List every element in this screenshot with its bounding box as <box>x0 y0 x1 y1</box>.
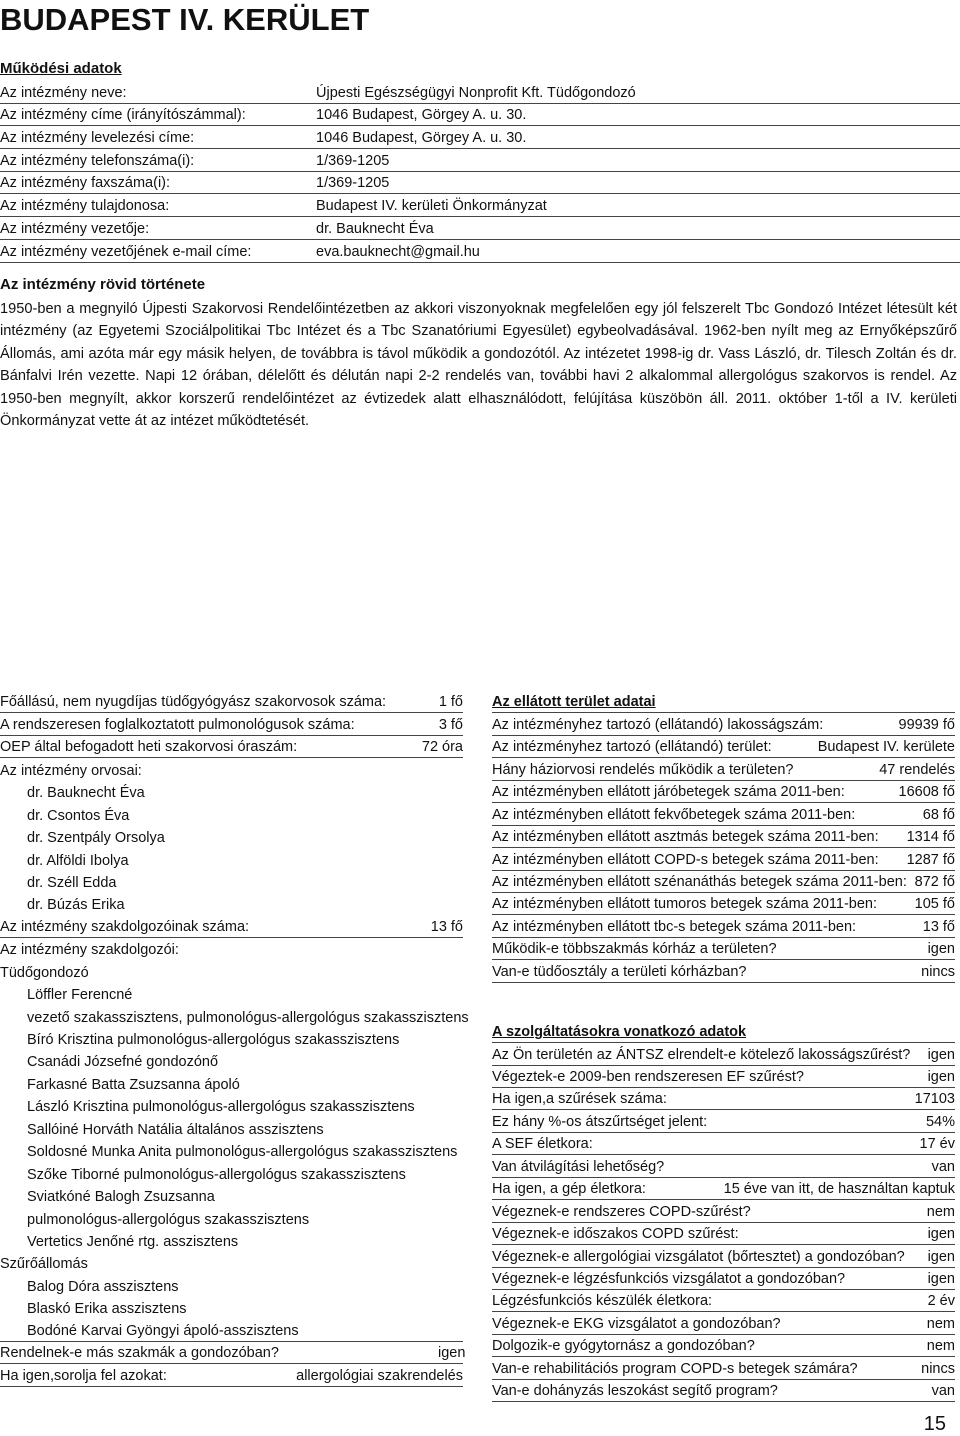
area-row <box>492 803 955 825</box>
op-label: Az intézmény címe (irányítószámmal): <box>0 107 246 124</box>
area-value: 47 rendelés <box>879 761 955 778</box>
other-specialties-row <box>0 1342 466 1364</box>
staff-summary-row <box>0 713 463 735</box>
service-label: Végeznek-e EKG vizsgálatot a gondozóban? <box>492 1315 781 1332</box>
unit-row <box>0 960 463 982</box>
history-heading: Az intézmény rövid története <box>0 276 206 293</box>
doctor-item <box>0 848 463 870</box>
staff-section <box>0 691 469 1387</box>
staff-member <box>0 1005 469 1027</box>
service-value: nem <box>926 1338 955 1355</box>
service-row <box>492 1357 955 1379</box>
area-row <box>492 713 955 735</box>
area-label: Működik-e többszakmás kórház a területen? <box>492 941 777 958</box>
area-label: Az intézményben ellátott tbc-s betegek száma 2011-ben: <box>492 918 857 935</box>
staff-summary-row <box>0 736 463 758</box>
op-label: Az intézmény vezetőjének e-mail címe: <box>0 243 252 260</box>
area-value: igen <box>927 941 955 958</box>
area-row <box>492 826 955 848</box>
area-row <box>492 848 955 870</box>
unit-row <box>0 1252 463 1274</box>
staff-member-name: Soldosné Munka Anita pulmonológus-allergológus szakasszisztens <box>27 1144 458 1161</box>
service-row <box>492 1200 955 1222</box>
service-value: 54% <box>925 1113 955 1130</box>
staff-member-name: pulmonológus-allergológus szakasszisztens <box>27 1211 310 1228</box>
doctor-name: dr. Alföldi Ibolya <box>27 852 129 869</box>
service-label: Végeztek-e 2009-ben rendszeresen EF szűrést? <box>492 1069 804 1085</box>
service-value: igen <box>927 1069 955 1085</box>
service-row <box>492 1133 955 1155</box>
staff-member <box>0 1297 463 1319</box>
operational-heading: Működési adatok <box>0 60 122 77</box>
specialties-list-label: Ha igen,sorolja fel azokat: <box>0 1367 167 1384</box>
doctor-item <box>0 826 463 848</box>
service-label: Ez hány %-os átszűrtséget jelent: <box>492 1113 708 1130</box>
op-value: 1/369-1205 <box>316 175 390 192</box>
service-label: Végeznek-e rendszeres COPD-szűrést? <box>492 1203 751 1220</box>
op-row-director <box>0 217 960 240</box>
service-row <box>492 1110 955 1132</box>
staff-member-name: vezető szakasszisztens, pulmonológus-allergológus szakasszisztens <box>27 1009 469 1026</box>
service-row <box>492 1335 955 1357</box>
operational-table <box>0 81 960 263</box>
section-gap <box>492 983 955 1021</box>
service-label: Van-e rehabilitációs program COPD-s betegek számára? <box>492 1360 858 1377</box>
doctor-item <box>0 893 463 915</box>
doctor-name: dr. Búzás Erika <box>27 897 125 914</box>
service-row <box>492 1312 955 1334</box>
service-label: Ha igen,a szűrések száma: <box>492 1091 667 1108</box>
workers-count-label: Az intézmény szakdolgozóinak száma: <box>0 918 250 935</box>
staff-member <box>0 1095 463 1117</box>
area-row <box>492 758 955 780</box>
specialties-list-value: allergológiai szakrendelés <box>296 1367 463 1384</box>
staff-member <box>0 1185 463 1207</box>
area-value: 68 fő <box>922 806 955 823</box>
staff-member-name: Csanádi Józsefné gondozónő <box>27 1054 219 1071</box>
unit-name: Tüdőgondozó <box>0 964 89 981</box>
area-value: 1314 fő <box>906 829 955 846</box>
staff-member-name: Bodóné Karvai Gyöngyi ápoló-asszisztens <box>27 1322 299 1339</box>
op-value: 1/369-1205 <box>316 152 390 169</box>
area-value: 16608 fő <box>898 784 955 801</box>
service-value: igen <box>927 1226 955 1243</box>
service-row <box>492 1223 955 1245</box>
area-heading: Az ellátott terület adatai <box>492 694 656 711</box>
doctor-item <box>0 781 463 803</box>
op-row-name <box>0 81 960 104</box>
service-row <box>492 1268 955 1290</box>
other-specialties-label: Rendelnek-e más szakmák a gondozóban? <box>0 1345 279 1362</box>
workers-count-value: 13 fő <box>430 918 463 935</box>
page-number: 15 <box>923 1413 946 1435</box>
service-label: Végeznek-e időszakos COPD szűrést: <box>492 1226 739 1243</box>
area-row <box>492 893 955 915</box>
staff-member <box>0 1117 463 1139</box>
area-value: 1287 fő <box>906 851 955 868</box>
staff-member-name: Balog Dóra asszisztens <box>27 1278 179 1295</box>
area-label: Van-e tüdőosztály a területi kórházban? <box>492 963 747 980</box>
service-value: van <box>931 1383 955 1400</box>
doctor-item <box>0 871 463 893</box>
service-value: 17 év <box>919 1136 955 1153</box>
area-value: 13 fő <box>922 918 955 935</box>
area-value: 105 fő <box>914 896 955 913</box>
service-value: igen <box>927 1270 955 1287</box>
doctors-label: Az intézmény orvosai: <box>0 762 142 779</box>
service-label: Van átvilágítási lehetőség? <box>492 1158 665 1175</box>
area-label: Az intézményhez tartozó (ellátandó) terület: <box>492 739 772 756</box>
services-heading-row <box>492 1021 955 1043</box>
service-label: A SEF életkora: <box>492 1136 593 1153</box>
staff-member-name: Löffler Ferencné <box>27 987 133 1004</box>
op-value: eva.bauknecht@gmail.hu <box>316 243 480 260</box>
service-value: nem <box>926 1203 955 1220</box>
area-label: Az intézményben ellátott tumoros betegek száma 2011-ben: <box>492 896 878 913</box>
unit-name: Szűrőállomás <box>0 1256 88 1273</box>
area-row <box>492 871 955 893</box>
other-specialties-value: igen <box>438 1345 466 1362</box>
op-value: dr. Bauknecht Éva <box>316 220 434 237</box>
op-label: Az intézmény tulajdonosa: <box>0 198 170 215</box>
area-label: Hány háziorvosi rendelés működik a területen? <box>492 761 794 778</box>
service-value: 17103 <box>914 1091 955 1108</box>
area-label: Az intézményben ellátott járóbetegek száma 2011-ben: <box>492 784 845 801</box>
op-value: Budapest IV. kerületi Önkormányzat <box>316 198 547 215</box>
area-services-section <box>492 691 955 1402</box>
op-label: Az intézmény telefonszáma(i): <box>0 152 195 169</box>
area-heading-row <box>492 691 955 713</box>
service-label: Van-e dohányzás leszokást segítő program? <box>492 1383 778 1400</box>
staff-summary-row <box>0 691 463 713</box>
staff-summary-value: 1 fő <box>438 694 463 711</box>
area-label: Az intézményben ellátott COPD-s betegek száma 2011-ben: <box>492 851 879 868</box>
service-row <box>492 1380 955 1402</box>
service-value: igen <box>927 1046 955 1063</box>
op-row-address <box>0 104 960 127</box>
staff-summary-value: 72 óra <box>421 739 463 756</box>
staff-member <box>0 1028 463 1050</box>
op-label: Az intézmény levelezési címe: <box>0 130 195 147</box>
op-row-email <box>0 240 960 263</box>
doctor-item <box>0 803 463 825</box>
service-label: Dolgozik-e gyógytornász a gondozóban? <box>492 1338 755 1355</box>
doctors-label-row <box>0 758 463 780</box>
area-value: 99939 fő <box>898 716 955 733</box>
area-label: Az intézményben ellátott fekvőbetegek száma 2011-ben: <box>492 806 856 823</box>
service-row <box>492 1066 955 1088</box>
service-row <box>492 1088 955 1110</box>
workers-label: Az intézmény szakdolgozói: <box>0 942 179 959</box>
service-value: 15 éve van itt, de használtan kaptuk <box>723 1181 955 1198</box>
doctor-name: dr. Csontos Éva <box>27 807 130 824</box>
staff-member-name: Farkasné Batta Zsuzsanna ápoló <box>27 1076 240 1093</box>
workers-count-row <box>0 915 463 937</box>
service-value: 2 év <box>927 1293 955 1310</box>
staff-member <box>0 1162 463 1184</box>
doctor-name: dr. Bauknecht Éva <box>27 785 145 802</box>
service-row <box>492 1178 955 1200</box>
staff-member <box>0 1207 463 1229</box>
area-value: nincs <box>921 963 955 980</box>
service-value: van <box>931 1158 955 1175</box>
service-label: Az Ön területén az ÁNTSZ elrendelt-e kötelező lakosságszűrést? <box>492 1046 911 1063</box>
service-row <box>492 1290 955 1312</box>
service-value: nincs <box>921 1360 955 1377</box>
workers-label-row <box>0 938 463 960</box>
service-label: Ha igen, a gép életkora: <box>492 1181 646 1198</box>
op-row-phone <box>0 149 960 172</box>
staff-member-name: László Krisztina pulmonológus-allergológus szakasszisztens <box>27 1099 415 1116</box>
area-row <box>492 915 955 937</box>
area-row <box>492 736 955 758</box>
area-value: Budapest IV. kerülete <box>817 739 955 756</box>
staff-member <box>0 1274 463 1296</box>
staff-summary-label: Főállású, nem nyugdíjas tüdőgyógyász szakorvosok száma: <box>0 694 387 711</box>
service-row <box>492 1245 955 1267</box>
history-text: 1950-ben a megnyiló Újpesti Szakorvosi Rendelőintézetben az akkori viszonyoknak megfelelően egy jól felszerelt Tbc Gondozó Intézet létesült két intézmény (az Egyetemi Szociálpolitikai Tbc Intézet és a Tbc Szanatóriumi Egyesület) egybeolvadásával. 1962-ben nyílt meg az Ernyőképszűrő Állomás, ami azóta már egy másik helyen, de továbbra is távol működik a gondozótól. Az intézetet 1998-ig dr. Vass László, dr. Tilesch Zoltán és dr. Bánfalvi Irén vezette. Napi 12 órában, délelőtt és délután napi 2-2 rendelés van, további havi 2 alkalommal allergológus szakorvos is rendel. Az 1950-ben megnyílt, akkor korszerű rendelőintézet az évtizedek alatt elhasználódott, felújítása küszöbön áll. 2011. október 1-től a IV. kerületi Önkormányzat vette át az intézet működtetését. <box>0 301 957 430</box>
staff-member-name: Szőke Tiborné pulmonológus-allergológus szakasszisztens <box>27 1166 406 1183</box>
staff-member-name: Blaskó Erika asszisztens <box>27 1301 187 1318</box>
area-row <box>492 960 955 982</box>
staff-member-name: Sallóiné Horváth Natália általános asszisztens <box>27 1121 324 1138</box>
staff-member <box>0 1319 463 1341</box>
service-row <box>492 1043 955 1065</box>
op-value: Újpesti Egészségügyi Nonprofit Kft. Tüdőgondozó <box>316 84 636 101</box>
area-label: Az intézményben ellátott szénanáthás betegek száma 2011-ben: <box>492 873 907 890</box>
doctor-name: dr. Széll Edda <box>27 874 117 891</box>
page-title: BUDAPEST IV. KERÜLET <box>0 2 370 37</box>
staff-member <box>0 1072 463 1094</box>
service-label: Légzésfunkciós készülék életkora: <box>492 1293 713 1310</box>
staff-member <box>0 1050 463 1072</box>
staff-summary-label: A rendszeresen foglalkoztatott pulmonológusok száma: <box>0 716 355 733</box>
service-row <box>492 1155 955 1177</box>
op-value: 1046 Budapest, Görgey A. u. 30. <box>316 107 527 124</box>
staff-member-name: Sviatkóné Balogh Zsuzsanna <box>27 1189 215 1206</box>
services-heading: A szolgáltatásokra vonatkozó adatok <box>492 1024 747 1041</box>
staff-member <box>0 983 463 1005</box>
staff-member <box>0 1230 463 1252</box>
staff-summary-label: OEP által befogadott heti szakorvosi óraszám: <box>0 739 298 756</box>
service-label: Végeznek-e légzésfunkciós vizsgálatot a gondozóban? <box>492 1270 846 1287</box>
area-label: Az intézményben ellátott asztmás betegek száma 2011-ben: <box>492 829 879 846</box>
op-row-fax <box>0 172 960 195</box>
area-row <box>492 781 955 803</box>
area-row <box>492 938 955 960</box>
op-label: Az intézmény neve: <box>0 84 127 101</box>
staff-summary-value: 3 fő <box>438 716 463 733</box>
doctor-name: dr. Szentpály Orsolya <box>27 830 165 847</box>
op-row-owner <box>0 194 960 217</box>
area-value: 872 fő <box>914 873 955 890</box>
staff-member <box>0 1140 463 1162</box>
service-label: Végeznek-e allergológiai vizsgálatot (bőrtesztet) a gondozóban? <box>492 1248 905 1265</box>
service-value: nem <box>926 1315 955 1332</box>
op-label: Az intézmény faxszáma(i): <box>0 175 171 192</box>
area-label: Az intézményhez tartozó (ellátandó) lakosságszám: <box>492 716 824 733</box>
op-label: Az intézmény vezetője: <box>0 220 150 237</box>
op-row-mail-address <box>0 126 960 149</box>
service-value: igen <box>927 1248 955 1265</box>
specialties-list-row <box>0 1364 463 1386</box>
op-value: 1046 Budapest, Görgey A. u. 30. <box>316 130 527 147</box>
staff-member-name: Bíró Krisztina pulmonológus-allergológus szakasszisztens <box>27 1032 400 1048</box>
staff-member-name: Vertetics Jenőné rtg. asszisztens <box>27 1233 239 1250</box>
